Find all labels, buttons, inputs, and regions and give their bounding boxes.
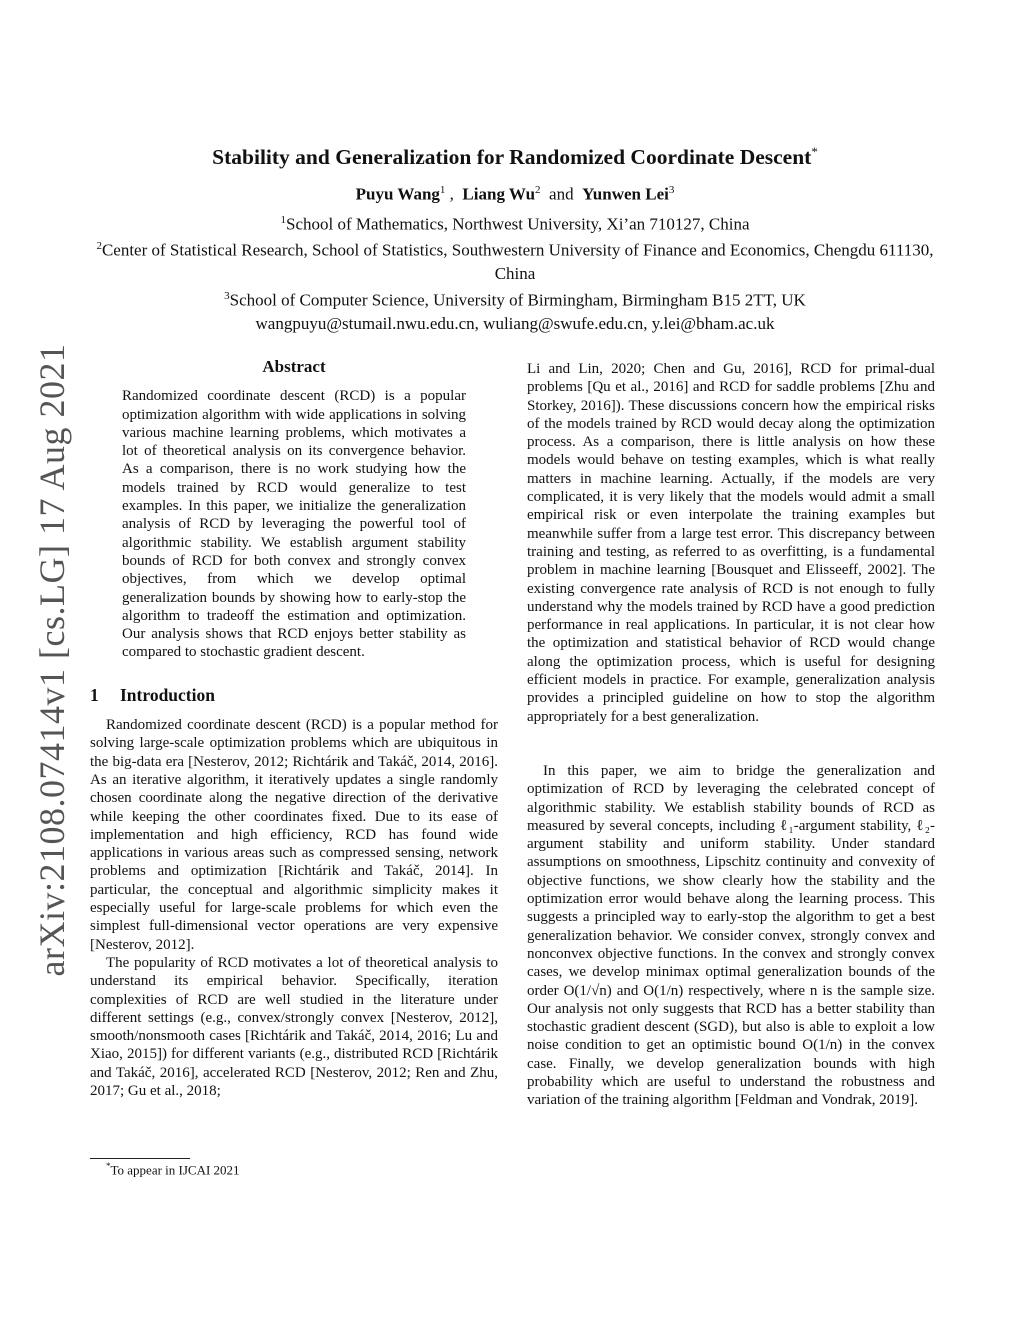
- right-column: [527, 360, 935, 1110]
- intro-paragraph-3: In this paper, we aim to bridge the generalization and optimization of RCD by leveraging the celebrated concept of algorithmic stability. We establish stability bounds of RCD as measured by several concepts, including ℓ₁-argument stability, ℓ₂-argument stability and uniform stability. Under standard assumptions on smoothness, Lipschitz continuity and convexity of objective functions, we show clearly how the stability and the optimization error would behave along the learning process. This suggests a principled way to early-stop the algorithm to get a best generalization behavior. We consider convex, strongly convex and nonconvex objective functions. In the convex and strongly convex cases, we develop minimax optimal generalization bounds of the order O(1/√n) and O(1/n) respectively, where n is the sample size. Our analysis not only suggests that RCD has a better stability than stochastic gradient descent (SGD), but also is able to exploit a low noise condition to get an optimistic bound O(1/n) in the convex case. Finally, we develop generalization bounds with high probability which are useful to understand the robustness and variation of the training algorithm [Feldman and Vondrak, 2019].: [527, 762, 935, 1109]
- affiliation-sup: 1: [280, 213, 286, 226]
- affiliation-sup: 2: [96, 240, 102, 253]
- paper-title: [90, 144, 940, 170]
- paper-header: [90, 144, 940, 335]
- footnote-rule: [90, 1158, 190, 1159]
- author-name: Liang Wu: [462, 184, 536, 204]
- title-text: Stability and Generalization for Randomized Coordinate Descent: [212, 145, 812, 170]
- affiliation-text: School of Computer Science, University of Birmingham, Birmingham B15 2TT, UK: [229, 290, 806, 310]
- author-list: [90, 184, 940, 205]
- author-sup: 3: [668, 184, 675, 197]
- affiliation-text: School of Mathematics, Northwest University, Xi’an 710127, China: [286, 214, 750, 234]
- section-title-text: Introduction: [120, 684, 215, 705]
- abstract-heading: Abstract: [262, 357, 326, 376]
- author-sup: 1: [439, 184, 446, 197]
- section-heading-introduction: [90, 686, 498, 704]
- intro-paragraph-2: The popularity of RCD motivates a lot of theoretical analysis to understand its empirical behavior. Specifically, iteration complexities of RCD are well studied in the literature under different settings (e.g., convex/strongly convex [Nesterov, 2012], smooth/nonsmooth cases [Richtárik and Takáč, 2014, 2016; Lu and Xiao, 2015]) for different variants (e.g., distributed RCD [Richtárik and Takáč, 2016], accelerated RCD [Nesterov, 2012; Ren and Zhu, 2017; Gu et al., 2018;: [90, 954, 498, 1099]
- affiliation: [90, 285, 940, 312]
- intro-paragraph-1: Randomized coordinate descent (RCD) is a popular method for solving large-scale optimization problems which are ubiquitous in the big-data era [Nesterov, 2012; Richtárik and Takáč, 2014, 2016]. As an iterative algorithm, it iteratively updates a single randomly chosen coordinate along the negative direction of the derivative while keeping the other coordinates fixed. Due to its ease of implementation and high efficiency, RCD has found wide applications in various areas such as compressed sensing, network problems and optimization [Richtárik and Takáč, 2014]. In particular, the conceptual and algorithmic simplicity makes it especially useful for large-scale problems for which even the simplest full-dimensional vector operations are very expensive [Nesterov, 2012].: [90, 717, 498, 953]
- author-and: and: [549, 184, 574, 204]
- column-gap: [527, 726, 935, 762]
- abstract-text: Randomized coordinate descent (RCD) is a popular optimization algorithm with wide applications in solving various machine learning problems, which motivates a lot of theoretical analysis on its convergence behavior. As a comparison, there is no work studying how the models trained by RCD would generalize to test examples. In this paper, we initialize the generalization analysis of RCD by leveraging the powerful tool of algorithmic stability. We establish argument stability bounds of RCD for both convex and strongly convex objectives, from which we develop optimal generalization bounds by showing how to early-stop the algorithm to tradeoff the estimation and optimization. Our analysis shows that RCD enjoys better stability as compared to stochastic gradient descent.: [122, 388, 466, 661]
- author-separator: ,: [449, 184, 454, 204]
- affiliation-text: Center of Statistical Research, School of Statistics, Southwestern University of Finance and Economics, Chengdu 611130, China: [101, 241, 934, 284]
- title-footnote-mark: *: [811, 144, 818, 159]
- affiliation-sup: 3: [224, 290, 230, 303]
- left-column: [90, 358, 498, 1100]
- intro-paragraph-2-continued: Li and Lin, 2020; Chen and Gu, 2016], RCD for primal-dual problems [Qu et al., 2016] and RCD for saddle problems [Zhu and Storkey, 2016]). These discussions concern how the empirical risks of the models trained by RCD would decay along the optimization process. As a comparison, there is little analysis on how these models would behave on testing examples, which is what really matters in machine learning. Actually, if the models are very complicated, it is very likely that the models would admit a small empirical risk or even interpolate the training examples but meanwhile suffer from a large test error. This discrepancy between training and testing, as referred to as overfitting, is a fundamental problem in machine learning [Bousquet and Elisseeff, 2002]. The existing convergence rate analysis of RCD is not enough to fully understand why the models trained by RCD have a good prediction performance in real applications. In particular, it is not clear how the optimization and statistical behavior of RCD would change along the optimization process, which is useful for designing efficient models in practice. For example, generalization analysis provides a principled guideline on how to stop the algorithm appropriately for a best generalization.: [527, 361, 935, 725]
- author-emails: wangpuyu@stumail.nwu.edu.cn, wuliang@swufe.edu.cn, y.lei@bham.ac.uk: [255, 313, 775, 333]
- author-sup: 2: [535, 184, 541, 197]
- footnote-mark: *: [106, 1161, 111, 1171]
- arxiv-identifier[interactable]: arXiv:2108.07414v1 [cs.LG] 17 Aug 2021: [32, 343, 72, 977]
- affiliation: [90, 209, 940, 236]
- footnote: [106, 1161, 240, 1178]
- author-name: Puyu Wang: [355, 184, 440, 204]
- author-name: Yunwen Lei: [582, 184, 669, 204]
- section-number: 1: [90, 684, 99, 705]
- footnote-text: To appear in IJCAI 2021: [110, 1162, 240, 1178]
- affiliation: [90, 235, 940, 285]
